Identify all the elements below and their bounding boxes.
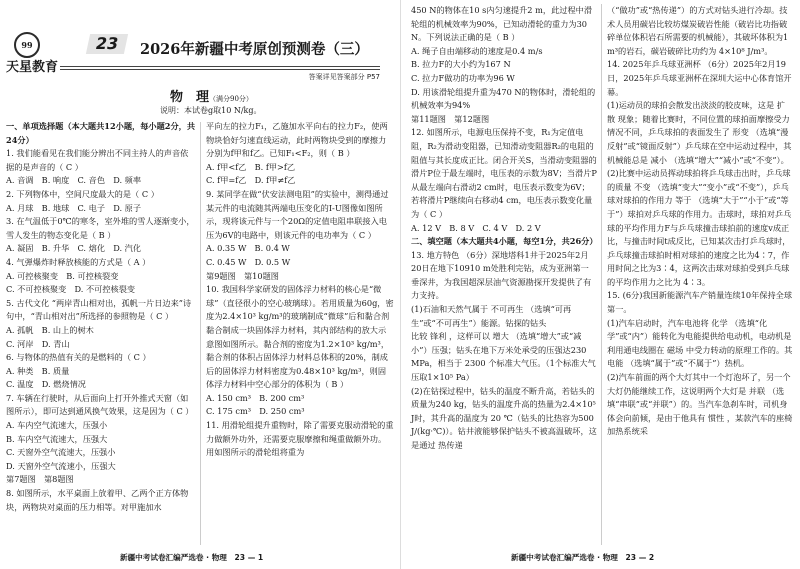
question-line: C. 175 cm³ D. 250 cm³ [206,406,305,417]
question-line: 9. 某同学在做“伏安法测电阻”的实验中，测得通过某元件的电流随其两端电压变化的I-U图像如图所示，现将该元件与一个20Ω的定值电阻串联接入电压为6V的电路中，则该元件的电功率为（ C ） [206,188,389,240]
exam-note: 说明：本试卷g取10 N/kg。 [160,106,262,115]
question-line: C. 拉力F做功的功率为96 W [411,72,515,83]
question-line: D. 用该滑轮组提升重为470 N的物体时，滑轮组的机械效率为94% [411,86,596,111]
footer-page-right: 23 — 2 [625,553,655,562]
question-line: 第7题图 第8题图 [6,474,74,485]
question-line: A. 0.35 W B. 0.4 W [206,243,290,254]
question-line: （“做功”或“热传递”）的方式对钻头进行冷却。技术人员用碳岩比较坊煤炭破岩性能（破岩比功指破碎单位体积岩石所需要的机械能），其破坏体积为1 m³的岩石，碳岩破碎比功约为 4×10⁸ J/m³。 [607,5,789,56]
question-line: (2)比赛中运动员挥动球拍将乒乓球击出时，乒乓球的质量 不变 （选填“变大”“变小”或“不变”），乒乓球对球拍的作用力 等于 （选填“大于”“小于”或“等于”）球拍对乒乓球的作用力。击球时，球拍对乒乓球的平均作用力F与乒乓球撞击球拍前的速度v成正比，与撞击时间t成反比，已知某次击打乒乓球时，乒乓球撞击球拍时相对球拍的速度之比为4∶7，作用时间之比为3∶4，这两次击球对球拍受到乒乓球的平均作用力之比为 4∶3。 [607,168,792,287]
question-line: 15. (6分)我国新能源汽车产销量连续10年保持全球第一。 [607,290,793,315]
question-line: (1)石油和天然气属于 不可再生 （选填“可再生”或“不可再生”）能源。钻探的钻头 [411,304,572,328]
question-line: 13. 地方特色 （6分）深地塔科1井于2025年2月20日在地下10910 m处胜利完钻，成为亚洲第一垂深井，为我国超深层油气资源勘探开发提供了有力支持。 [411,249,592,301]
question-column-4 [607,4,793,439]
question-line: (2)在钻探过程中，钻头的温度不断升高，若钻头的质量为240 kg，钻头的温度升高的热量为2.4×10⁵ J时，其升高的温度为 20 ℃（钻头的比热容为500 J/(kg·℃)）。钻井液能够保护钻头不被高温破坏，这是通过 热传递 [411,385,597,450]
question-line: A. 种类 B. 质量 [6,365,70,376]
question-line: A. 音调 B. 响度 C. 音色 D. 频率 [6,175,142,186]
brand-logo-icon: 99 [14,32,40,58]
question-line: B. 车内空气流速大，压强大 [6,433,108,444]
question-line: 10. 我国科学家研发的固体浮力材料的核心是“微球”（直径很小的空心玻璃球）。若用质量为60g，密度为2.4×10³ kg/m³的玻璃制成“微球”后和黏合剂黏合制成一块固体浮力材料，其内部结构的放大示意图如图所示。黏合剂的密度为1.2×10³ kg/m³，黏合剂的体积占固体浮力材料总体积的20%，制成后的固体浮力材料密度为0.48×10³ kg/m³，则固体浮力材料中空心部分的体积为（ B ） [206,284,394,390]
question-line: 11. 用滑轮组提升重物时，除了需要克服动滑轮的重力做额外功外，还需要克服摩擦和绳重做额外功。用如图所示的滑轮组将重为 [206,420,394,458]
footer-left [120,552,263,563]
column-divider [200,122,201,545]
footer-page: 23 — 1 [234,553,264,562]
footer-right [511,552,654,563]
question-line: 12. 如图所示，电源电压保持不变，R₁为定值电阻，R₂为滑动变阻器，已知滑动变阻器R₂的电阻的阻值与其长度成正比。闭合开关S，当滑动变阻器的滑片P位于最左端时，电压表的示数为8V；当滑片P从最左端向右滑动2 cm时，电压表示数变为6V；若将滑片P继续向右移动4 cm，电压表示数变化量为（ C ） [411,127,597,219]
header-rule-2 [60,69,380,70]
question-line: A. 孤帆 B. 山上的树木 [6,324,94,335]
question-line: (1)汽车启动时，汽车电池将 化学 （选填“化学”或“内”）能转化为电能提供给电动机，电动机是利用通电线圈在 磁场 中受力转动的原理工作的。其 电能 （选填“属于”或“不属于”）热机。 [607,317,793,369]
question-line: 平向左的拉力F₁，乙施加水平向右的拉力F₂，使两物块恰好匀速直线运动，此时两物块受到的摩擦力分别为f甲和f乙。已知F₁<F₂，则（ B ） [206,121,388,159]
section-heading: 一、单项选择题（本大题共12小题，每小题2分，共24分） [6,121,196,145]
full-score: （满分90分） [209,95,253,103]
question-line: 第9题图 第10题图 [206,270,279,281]
question-line: C. 不可控核聚变 D. 不可控核裂变 [6,284,136,295]
question-line: 3. 在气温低于0℃的寒冬，室外堆的雪人逐渐变小，雪人发生的物态变化是（ B ） [6,216,195,240]
question-line: 4. 气弹爆炸时释放核能的方式是（ A ） [6,256,151,267]
footer-title: 新疆中考试卷汇编严选卷 · 物理 [120,553,227,562]
question-line: (2)汽车前面的两个大灯其中一个灯泡坏了，另一个大灯仍能继续工作，这说明两个大灯是 并联 （选填“串联”或“并联”）的。当汽车急刹车时，司机身体会向前倾，是由于他具有 惯性 ，某款汽车的座椅加热系统采 [607,372,793,437]
question-line: A. 车内空气流速大，压强小 [6,420,108,431]
question-line: 8. 如图所示，水平桌面上放着甲、乙两个正方体物块，两物块对桌面的压力相等。对甲施加水 [6,488,189,512]
subject-title [170,86,253,105]
section-heading: 二、填空题（本大题共4小题，每空1分，共26分） [411,236,598,247]
question-line: A. 12 V B. 8 V C. 4 V D. 2 V [411,222,541,233]
question-column-3 [411,4,597,453]
question-line: A. 可控核聚变 B. 可控核裂变 [6,270,119,281]
question-line: 6. 与物体的热值有关的是燃料的（ C ） [6,352,151,363]
brand-name: 天星教育 [6,60,59,75]
question-line: A. 150 cm³ B. 200 cm³ [206,392,305,403]
question-line: (1)运动员的球拍会散发出淡淡的胶皮味，这是 扩散 现象；随着比赛时，不同位置的球拍面摩擦受力情况不同，乒乓球拍的表面发生了 形变 （选填“漫反射”或“镜面反射”）乒乓球在空中运动过程中，其机械能总是 减小 （选填“增大”“减小”或“不变”）。 [607,100,792,165]
footer-title-right: 新疆中考试卷汇编严选卷 · 物理 [511,553,618,562]
question-line: 450 N的物体在10 s内匀速提升2 m，此过程中滑轮组的机械效率为90%，已知动滑轮的重力为30 N。下列说法正确的是（ B ） [411,5,593,43]
subject-name: 物 理 [170,90,210,105]
question-line: 14. 2025年乒乓球亚洲杯 （6分）2025年2月19日，2025年乒乓球亚洲杯在深圳大运中心体育馆开幕。 [607,59,792,97]
answer-reference: 答案详见答案部分 P57 [308,73,380,81]
question-line: C. 天窗外空气流速大，压强小 [6,447,116,458]
question-line: C. 温度 D. 燃烧情况 [6,379,86,390]
question-line: 2. 下列物体中，空间尺度最大的是（ C ） [6,188,159,199]
header [0,0,400,81]
question-line: 7. 车辆在行驶时，从后面向上打开外推式天窗（如图所示），即可达到通风换气效果，这是因为（ C ） [6,392,194,417]
question-line: A. 绳子自由端移动的速度是0.4 m/s [411,45,543,56]
question-line: 比较 锋利 ，这样可以 增大 （选填“增大”或“减小”）压强；钻头在地下万米处承受的压强达230 MPa，相当于 2300 个标准大气压。（1个标准大气压取1×10⁵ Pa） [411,331,596,383]
exam-number-badge: 23 [86,34,128,54]
question-line: C. f甲=f乙 D. f甲≠f乙 [206,175,296,186]
header-rule [60,66,380,67]
page-right [400,0,800,569]
question-line: B. 拉力F的大小约为167 N [411,59,511,70]
question-line: C. 河岸 D. 青山 [6,338,70,349]
question-column-1 [6,120,196,514]
question-line: 5. 古代文化 “两岸青山相对出，孤帆一片日边来”诗句中，“青山相对出”所选择的参照物是（ C ） [6,297,192,322]
column-divider-2 [601,4,602,545]
question-line: A. f甲<f乙 B. f甲>f乙 [206,161,296,172]
question-line: D. 天窗外空气流速小，压强大 [6,460,116,471]
question-line: A. 月球 B. 地球 C. 电子 D. 原子 [6,202,142,213]
exam-title: 2026年新疆中考原创预测卷（三） [140,41,369,58]
question-column-2 [206,120,394,460]
question-line: C. 0.45 W D. 0.5 W [206,256,291,267]
question-line: 第11题图 第12题图 [411,113,490,124]
question-line: 1. 我们能看见在我们能分辨出不同主持人的声音依据的是声音的（ C ） [6,148,189,172]
question-line: A. 凝固 B. 升华 C. 熔化 D. 汽化 [6,243,142,254]
